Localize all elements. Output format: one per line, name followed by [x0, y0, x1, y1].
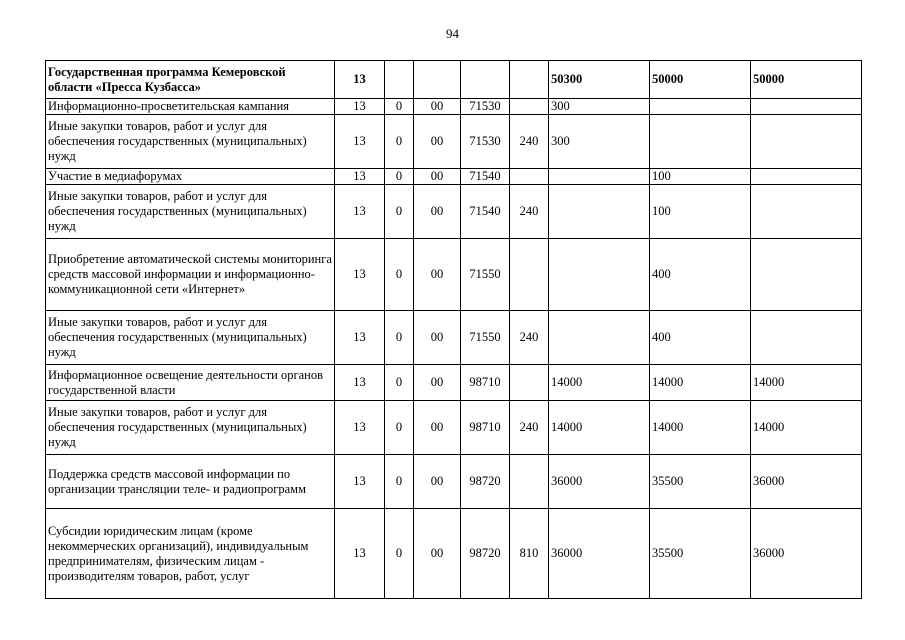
row-name-cell: Информационно-просветительская кампания: [46, 99, 335, 115]
row-name-cell: Приобретение автоматической системы мониторинга средств массовой информации и информационно-коммуникационной сети «Интернет»: [46, 239, 335, 311]
row-program-code-cell: 0: [385, 311, 414, 365]
expense-type-cell: [510, 61, 549, 99]
row-year3-amount-cell: 14000: [751, 365, 862, 401]
row-program-code-cell: 0: [385, 401, 414, 455]
row-section-cell: 13: [335, 365, 385, 401]
row-year1-amount-cell: 300: [549, 99, 650, 115]
row-section-cell: 13: [335, 455, 385, 509]
section-cell: 13: [335, 61, 385, 99]
budget-table: [45, 60, 862, 599]
row-direction-code-cell: 98710: [461, 365, 510, 401]
row-program-code-cell: 0: [385, 239, 414, 311]
row-year2-amount-cell: 100: [650, 169, 751, 185]
row-year2-amount-cell: 14000: [650, 401, 751, 455]
row-direction-code-cell: 98720: [461, 509, 510, 599]
row-subprogram-code-cell: 00: [414, 509, 461, 599]
row-year3-amount-cell: 14000: [751, 401, 862, 455]
row-year3-amount-cell: [751, 99, 862, 115]
row-subprogram-code-cell: 00: [414, 365, 461, 401]
page-number: 94: [446, 26, 459, 41]
row-year2-amount-cell: [650, 99, 751, 115]
table-row: [46, 509, 862, 599]
row-year1-amount-cell: 300: [549, 115, 650, 169]
row-year2-amount-cell: [650, 115, 751, 169]
row-expense-type-cell: 240: [510, 311, 549, 365]
row-direction-code-cell: 98710: [461, 401, 510, 455]
row-program-code-cell: 0: [385, 169, 414, 185]
row-section-cell: 13: [335, 239, 385, 311]
row-expense-type-cell: [510, 455, 549, 509]
row-direction-code-cell: 71530: [461, 99, 510, 115]
program-name-cell: Государственная программа Кемеровской области «Пресса Кузбасса»: [46, 61, 335, 99]
row-year1-amount-cell: 36000: [549, 509, 650, 599]
table-row: [46, 115, 862, 169]
subprogram-code-cell: [414, 61, 461, 99]
row-subprogram-code-cell: 00: [414, 311, 461, 365]
table-row: [46, 99, 862, 115]
row-direction-code-cell: 71540: [461, 169, 510, 185]
row-year3-amount-cell: [751, 239, 862, 311]
row-expense-type-cell: [510, 239, 549, 311]
row-expense-type-cell: 240: [510, 185, 549, 239]
row-year1-amount-cell: [549, 311, 650, 365]
row-direction-code-cell: 71550: [461, 239, 510, 311]
row-year2-amount-cell: 400: [650, 239, 751, 311]
row-year2-amount-cell: 100: [650, 185, 751, 239]
row-program-code-cell: 0: [385, 99, 414, 115]
row-expense-type-cell: [510, 365, 549, 401]
row-year1-amount-cell: [549, 169, 650, 185]
row-subprogram-code-cell: 00: [414, 401, 461, 455]
row-section-cell: 13: [335, 401, 385, 455]
row-year2-amount-cell: 400: [650, 311, 751, 365]
row-subprogram-code-cell: 00: [414, 99, 461, 115]
row-year2-amount-cell: 35500: [650, 455, 751, 509]
program-code-cell: [385, 61, 414, 99]
row-section-cell: 13: [335, 311, 385, 365]
year2-amount-cell: 50000: [650, 61, 751, 99]
row-year1-amount-cell: 14000: [549, 365, 650, 401]
table-row: [46, 311, 862, 365]
row-name-cell: Иные закупки товаров, работ и услуг для обеспечения государственных (муниципальных) нужд: [46, 185, 335, 239]
row-name-cell: Иные закупки товаров, работ и услуг для обеспечения государственных (муниципальных) нужд: [46, 311, 335, 365]
row-subprogram-code-cell: 00: [414, 169, 461, 185]
row-subprogram-code-cell: 00: [414, 455, 461, 509]
row-expense-type-cell: 240: [510, 401, 549, 455]
row-year3-amount-cell: [751, 169, 862, 185]
row-year3-amount-cell: [751, 185, 862, 239]
row-subprogram-code-cell: 00: [414, 185, 461, 239]
row-name-cell: Иные закупки товаров, работ и услуг для обеспечения государственных (муниципальных) нужд: [46, 401, 335, 455]
year3-amount-cell: 50000: [751, 61, 862, 99]
row-name-cell: Участие в медиафорумах: [46, 169, 335, 185]
row-year1-amount-cell: [549, 239, 650, 311]
row-name-cell: Информационное освещение деятельности органов государственной власти: [46, 365, 335, 401]
row-program-code-cell: 0: [385, 185, 414, 239]
row-year3-amount-cell: [751, 311, 862, 365]
row-name-cell: Субсидии юридическим лицам (кроме некоммерческих организаций), индивидуальным предпринимателям, физическим лицам - производителям товаров, работ, услуг: [46, 509, 335, 599]
row-name-cell: Иные закупки товаров, работ и услуг для обеспечения государственных (муниципальных) нужд: [46, 115, 335, 169]
row-program-code-cell: 0: [385, 365, 414, 401]
row-expense-type-cell: 810: [510, 509, 549, 599]
row-name-cell: Поддержка средств массовой информации по организации трансляции теле- и радиопрограмм: [46, 455, 335, 509]
table-row: [46, 365, 862, 401]
row-section-cell: 13: [335, 509, 385, 599]
row-program-code-cell: 0: [385, 115, 414, 169]
row-program-code-cell: 0: [385, 509, 414, 599]
row-year3-amount-cell: [751, 115, 862, 169]
row-expense-type-cell: 240: [510, 115, 549, 169]
row-section-cell: 13: [335, 169, 385, 185]
row-direction-code-cell: 71530: [461, 115, 510, 169]
table-row: [46, 239, 862, 311]
direction-code-cell: [461, 61, 510, 99]
row-direction-code-cell: 71540: [461, 185, 510, 239]
table-row: [46, 185, 862, 239]
table-header-row: [46, 61, 862, 99]
row-year1-amount-cell: [549, 185, 650, 239]
table-row: [46, 401, 862, 455]
row-year2-amount-cell: 14000: [650, 365, 751, 401]
table-row: [46, 169, 862, 185]
row-year3-amount-cell: 36000: [751, 455, 862, 509]
row-section-cell: 13: [335, 115, 385, 169]
row-section-cell: 13: [335, 99, 385, 115]
row-program-code-cell: 0: [385, 455, 414, 509]
row-year1-amount-cell: 14000: [549, 401, 650, 455]
row-subprogram-code-cell: 00: [414, 115, 461, 169]
table-row: [46, 455, 862, 509]
row-expense-type-cell: [510, 169, 549, 185]
row-year3-amount-cell: 36000: [751, 509, 862, 599]
row-direction-code-cell: 71550: [461, 311, 510, 365]
year1-amount-cell: 50300: [549, 61, 650, 99]
row-expense-type-cell: [510, 99, 549, 115]
row-subprogram-code-cell: 00: [414, 239, 461, 311]
row-direction-code-cell: 98720: [461, 455, 510, 509]
row-year2-amount-cell: 35500: [650, 509, 751, 599]
row-section-cell: 13: [335, 185, 385, 239]
row-year1-amount-cell: 36000: [549, 455, 650, 509]
